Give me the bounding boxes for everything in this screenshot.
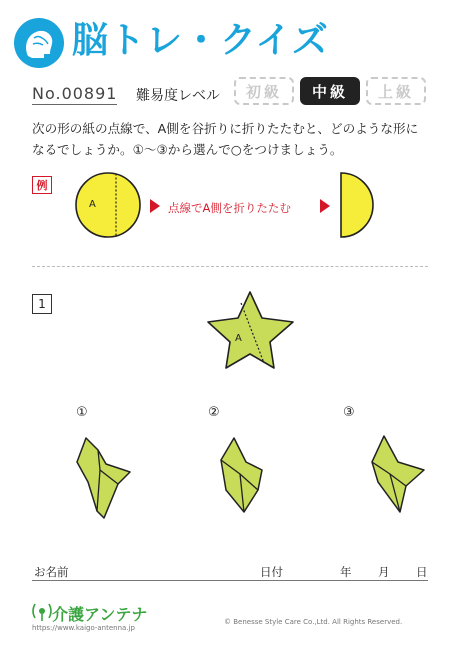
month-label: 月	[378, 565, 390, 579]
instruction-line-2: なるでしょうか。①～③から選んで○をつけましょう。	[32, 142, 343, 157]
day-label: 日	[416, 565, 428, 579]
difficulty-label: 難易度レベル	[136, 88, 220, 104]
site-url[interactable]: https://www.kaigo-antenna.jp	[32, 624, 135, 632]
example-tag: 例	[32, 176, 52, 194]
page-title: 脳トレ・クイズ	[72, 20, 329, 61]
level-intermediate-badge: 中級	[300, 77, 360, 105]
instruction-line-1: 次の形の紙の点線で、A側を谷折りに折りたたむと、どのような形に	[32, 121, 419, 136]
name-label: お名前	[34, 565, 69, 579]
question-number: 1	[32, 294, 52, 314]
year-label: 年	[340, 565, 352, 579]
puzzle-number: No.00891	[32, 84, 118, 103]
option-1-label[interactable]: ①	[76, 405, 88, 420]
example-caption: 点線でA側を折りたたむ	[168, 201, 291, 215]
level-advanced-badge: 上級	[366, 77, 426, 105]
site-logo-text: 介護アンテナ	[52, 605, 148, 624]
example-fold-side-label: A	[89, 199, 96, 210]
date-label: 日付	[260, 565, 283, 579]
level-beginner-badge: 初級	[234, 77, 294, 105]
option-2-label[interactable]: ②	[208, 405, 220, 420]
option-3-label[interactable]: ③	[343, 405, 355, 420]
copyright-text: © Benesse Style Care Co.,Ltd. All Rights Reserved.	[224, 618, 403, 626]
question-fold-side-label: A	[235, 333, 242, 344]
